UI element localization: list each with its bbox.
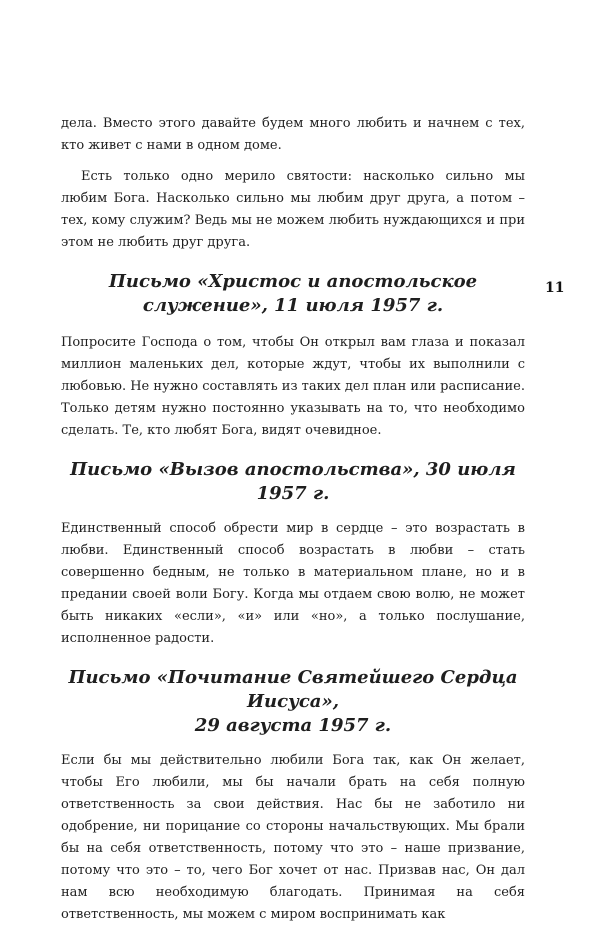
paragraph-small-deeds: Попросите Господа о том, чтобы Он открыл вам глаза и показал миллион маленьких дел, которые ждут, чтобы их выполнили с любовью. Не нужно составлять из таких дел план или расписание. Только детям нужно постоянно указывать на то, что необходимо сделать. Те, кто любят Бога, видят очевидное. — [61, 335, 526, 438]
heading-line: Письмо «Христос и апостольское служение», 11 июля 1957 г. — [108, 271, 478, 316]
heading-line: Письмо «Вызов апостольства», 30 июля 1957 г. — [70, 459, 516, 504]
page-body — [61, 113, 525, 926]
heading-letter-august-29 — [61, 666, 525, 738]
paragraph-peace-in-heart: Единственный способ обрести мир в сердце – это возрастать в любви. Единственный способ возрастать в любви – стать совершенно бедным, не только в материальном плане, но и в предании своей воли Богу. Когда мы отдаем свою волю, не может быть никаких «если», «и» или «но», а только послушание, исполненное радости. — [61, 521, 525, 646]
paragraph-continuation: дела. Вместо этого давайте будем много любить и начнем с тех, кто живет с нами в одном доме. — [61, 116, 525, 153]
paragraph-holiness: Есть только одно мерило святости: насколько сильно мы любим Бога. Насколько сильно мы любим друг друга, а потом – тех, кому служим? Ведь мы не можем любить нуждающихся и при этом не любить друг друга. — [61, 169, 525, 250]
heading-line-2: 29 августа 1957 г. — [194, 715, 392, 736]
paragraph-responsibility: Если бы мы действительно любили Бога так, как Он желает, чтобы Его любили, мы бы начали брать на себя полную ответственность за свои действия. Нас бы не заботило ни одобрение, ни порицание со стороны начальствующих. Мы брали бы на себя ответственность, потому что это – наше призвание, потому что это – то, чего Бог хочет от нас. Призвав нас, Он дал нам всю необходимую благодать. Принимая на себя ответственность, мы можем с миром воспринимать как — [61, 753, 525, 922]
heading-letter-july-30 — [61, 458, 525, 506]
page-number: 11 — [545, 280, 565, 296]
heading-line-1: Письмо «Почитание Святейшего Сердца Иисуса», — [68, 667, 518, 712]
heading-letter-july-11 — [61, 270, 525, 318]
